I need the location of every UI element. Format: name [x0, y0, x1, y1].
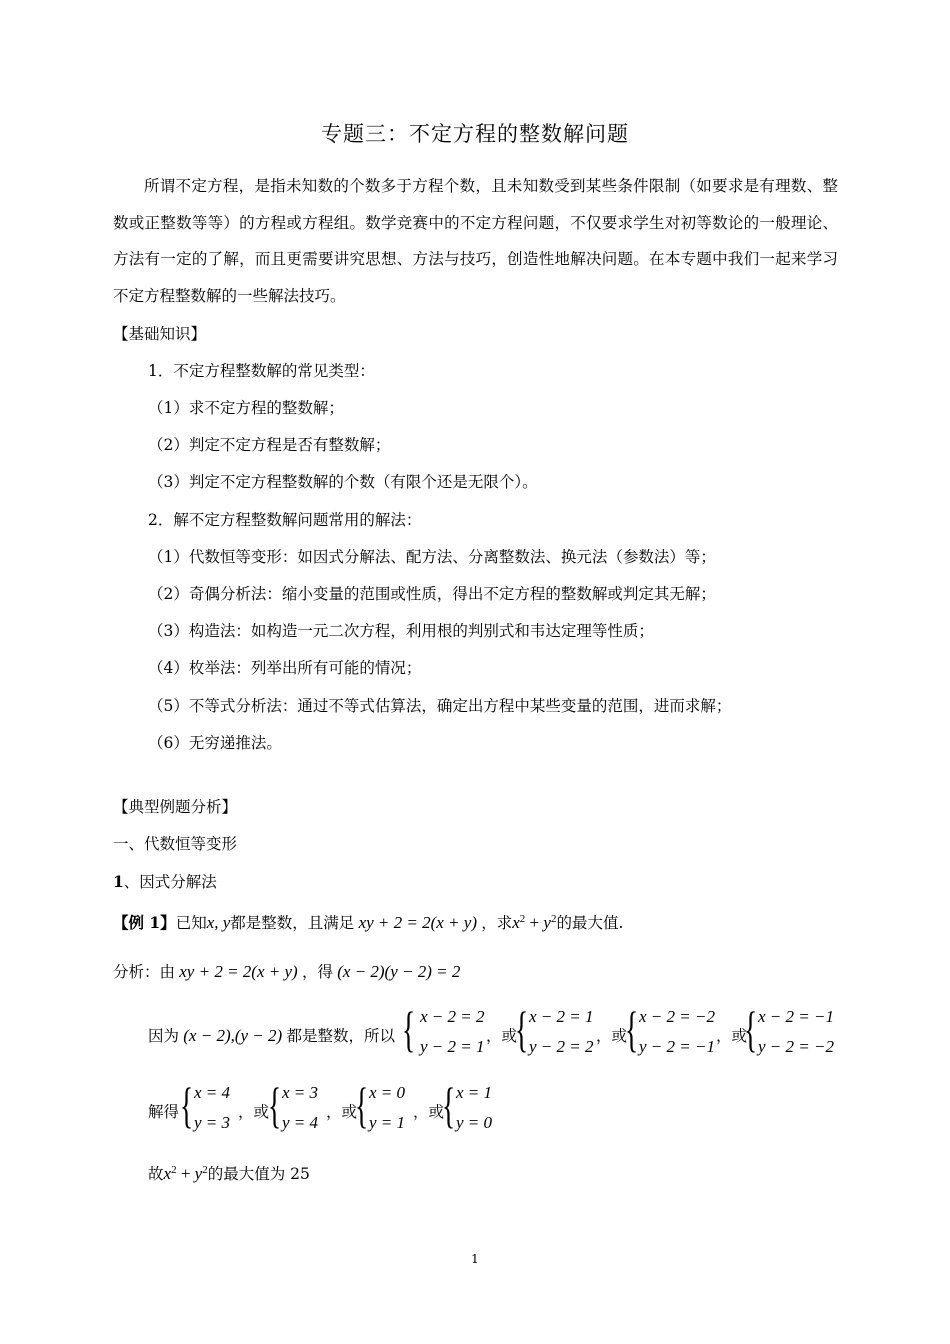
subsection-title: 、因式分解法 [123, 873, 217, 891]
left-brace-icon: { [625, 1001, 639, 1057]
method-item: （1）代数恒等变形：如因式分解法、配方法、分离整数法、换元法（参数法）等； [148, 548, 716, 566]
method-item: （2）奇偶分析法：缩小变量的范围或性质，得出不定方程的整数解或判定其无解； [148, 585, 716, 603]
or-separator: ，或 [486, 1027, 518, 1045]
left-brace-icon: { [268, 1077, 282, 1133]
left-brace-icon: { [442, 1077, 456, 1133]
analysis-equation-1: xy + 2 = 2(x + y) [179, 962, 298, 981]
subsection-heading [113, 870, 217, 892]
examples-heading: 【典型例题分析】 [113, 798, 238, 816]
system-equation: y − 2 = 2 [529, 1037, 594, 1056]
left-brace-icon: { [355, 1077, 369, 1133]
method-item: （3）构造法：如构造一元二次方程，利用根的判别式和韦达定理等性质； [148, 622, 654, 640]
because-text-b: 都是整数，所以 [286, 1027, 395, 1045]
solution-equation: y = 4 [282, 1113, 319, 1132]
conclusion-text: 的最大值为 25 [207, 1165, 310, 1183]
method-item: （4）枚举法：列举出所有可能的情况； [148, 659, 422, 677]
type-item: （3）判定不定方程整数解的个数（有限个还是无限个）。 [148, 473, 538, 491]
system-equation: x − 2 = −2 [639, 1007, 715, 1026]
conclusion-line [148, 1162, 310, 1184]
or-separator: ，或 [413, 1103, 445, 1121]
example-label: 【例 1】 [113, 913, 176, 932]
basics-heading: 【基础知识】 [113, 325, 207, 343]
system-equation: y − 2 = 1 [420, 1037, 485, 1056]
or-separator: ，或 [596, 1027, 628, 1045]
example-text: 已知 [175, 914, 207, 932]
conclusion-label: 故 [148, 1165, 164, 1183]
analysis-equation-2: (x − 2)(y − 2) = 2 [337, 962, 461, 981]
solution-equation: y = 0 [456, 1113, 493, 1132]
solution-equation: x = 0 [369, 1083, 406, 1102]
left-brace-icon: { [744, 1001, 758, 1057]
example-text: ，求 [481, 914, 513, 932]
analysis-text: ，得 [301, 963, 333, 981]
because-label: 因为 [148, 1027, 180, 1045]
left-brace-icon: { [402, 1001, 416, 1057]
page-number: 1 [471, 1252, 479, 1266]
method-item: （5）不等式分析法：通过不等式估算法，确定出方程中某些变量的范围，进而求解； [148, 697, 732, 715]
or-separator: ，或 [716, 1027, 748, 1045]
system-equation: x − 2 = 2 [420, 1007, 485, 1026]
because-text [148, 1024, 395, 1046]
methods-heading: 2．解不定方程整数解问题常用的解法： [148, 511, 422, 529]
or-separator: ，或 [238, 1103, 270, 1121]
or-separator: ，或 [326, 1103, 358, 1121]
example-1 [113, 911, 623, 933]
solution-equation: x = 1 [456, 1083, 493, 1102]
type-item: （1）求不定方程的整数解； [148, 399, 344, 417]
types-heading: 1．不定方程整数解的常见类型： [148, 362, 375, 380]
solve-label: 解得 [148, 1103, 180, 1121]
example-equation: xy + 2 = 2(x + y) [358, 913, 477, 932]
example-target: $x^2 + y^2$ [512, 913, 557, 932]
left-brace-icon: { [180, 1077, 194, 1133]
example-text: 的最大值. [556, 914, 624, 932]
type-item: （2）判定不定方程是否有整数解； [148, 436, 391, 454]
system-equation: x − 2 = −1 [758, 1007, 834, 1026]
left-brace-icon: { [515, 1001, 529, 1057]
intro-text: 所谓不定方程，是指未知数的个数多于方程个数，且未知数受到某些条件限制（如要求是有理数、整数或正整数等等）的方程或方程组。数学竞赛中的不定方程问题，不仅要求学生对初等数论的一般理论、方法有一定的了解，而且更需要讲究思想、方法与技巧，创造性地解决问题。在本专题中我们一起来学习不定方程整数解的一些解法技巧。 [113, 177, 838, 305]
subsection-number: 1 [113, 872, 124, 891]
intro-paragraph [113, 168, 838, 314]
analysis-line [113, 960, 460, 982]
method-item: （6）无穷递推法。 [148, 734, 282, 752]
example-text: 都是整数，且满足 [230, 914, 355, 932]
solution-equation: x = 4 [194, 1083, 231, 1102]
example-vars: x, y [206, 913, 231, 932]
system-equation: y − 2 = −2 [758, 1037, 834, 1056]
solution-equation: x = 3 [282, 1083, 319, 1102]
system-equation: x − 2 = 1 [529, 1007, 594, 1026]
section-heading: 一、代数恒等变形 [113, 835, 238, 853]
page-title: 专题三：不定方程的整数解问题 [321, 122, 629, 146]
analysis-label: 分析：由 [113, 963, 176, 981]
conclusion-expression: $x^2 + y^2$ [163, 1164, 208, 1183]
system-equation: y − 2 = −1 [639, 1037, 715, 1056]
solution-equation: y = 3 [194, 1113, 231, 1132]
solution-equation: y = 1 [369, 1113, 406, 1132]
because-factors: (x − 2),(y − 2) [183, 1026, 283, 1045]
